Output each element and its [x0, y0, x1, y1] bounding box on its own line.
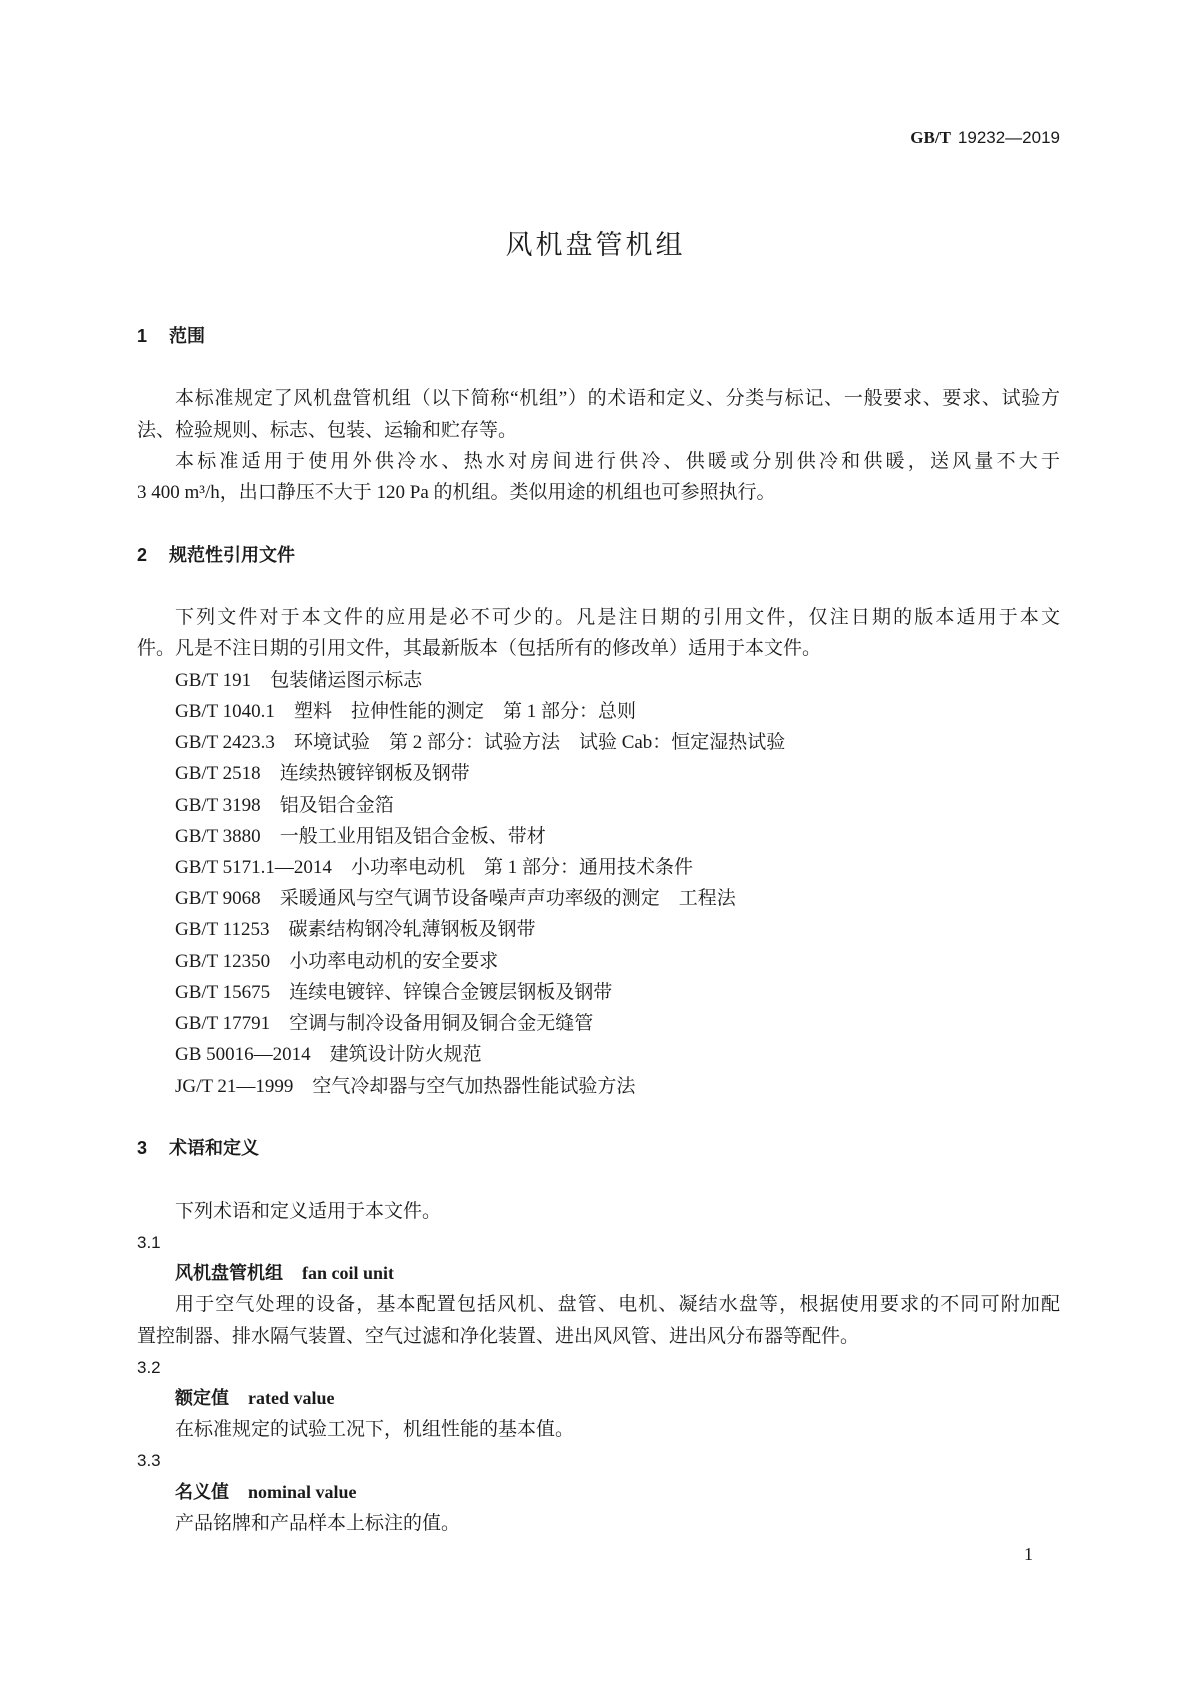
- standard-number: 19232—2019: [957, 128, 1060, 147]
- reference-item: [137, 1071, 1060, 1102]
- reference-code: GB/T 1040.1: [175, 700, 275, 722]
- term-number: 3.3: [137, 1451, 161, 1471]
- section-heading-terms-definitions: [137, 1133, 1060, 1164]
- reference-item: [137, 914, 1060, 945]
- definition-line: 置控制器、排水隔气装置、空气过滤和净化装置、进出风风管、进出风分布器等配件。: [137, 1325, 860, 1347]
- standard-code-header: [910, 125, 1060, 151]
- reference-title: 铝及铝合金箔: [279, 794, 394, 816]
- reference-item: [137, 852, 1060, 883]
- term-entry: [137, 1477, 1060, 1508]
- paragraph-line: 法、检验规则、标志、包装、运输和贮存等。: [137, 419, 518, 441]
- reference-code: GB/T 3880: [175, 825, 261, 847]
- section-title: 范围: [169, 326, 205, 346]
- section-heading-normative-references: [137, 540, 1060, 571]
- section-title: 规范性引用文件: [169, 544, 295, 565]
- paragraph-line: 下列文件对于本文件的应用是必不可少的。凡是注日期的引用文件，仅注日期的版本适用于本文: [175, 607, 1060, 629]
- paragraph-line: 件。凡是不注日期的引用文件，其最新版本（包括所有的修改单）适用于本文件。: [137, 638, 822, 660]
- reference-title: 小功率电动机的安全要求: [289, 950, 499, 972]
- term-english: rated value: [248, 1387, 335, 1408]
- page-number: 1: [1024, 1544, 1033, 1564]
- definition-line: 产品铭牌和产品样本上标注的值。: [175, 1512, 461, 1534]
- term-english: fan coil unit: [302, 1263, 395, 1284]
- section-number: 3: [137, 1138, 148, 1159]
- paragraph-line: 3 400 m³/h，出口静压不大于 120 Pa 的机组。类似用途的机组也可参照执行。: [137, 482, 776, 504]
- document-title: 风机盘管机组: [505, 230, 686, 261]
- reference-code: GB/T 12350: [175, 950, 271, 972]
- reference-item: [137, 883, 1060, 914]
- reference-title: 塑料 拉伸性能的测定 第 1 部分：总则: [293, 700, 636, 722]
- reference-code: GB/T 5171.1—2014: [175, 856, 332, 878]
- section-title: 术语和定义: [169, 1138, 259, 1159]
- reference-code: GB/T 2518: [175, 763, 261, 785]
- term-number: 3.2: [137, 1357, 161, 1377]
- term-number: 3.1: [137, 1232, 161, 1252]
- paragraph-line: 下列术语和定义适用于本文件。: [175, 1200, 442, 1222]
- definition-line: 在标准规定的试验工况下，机组性能的基本值。: [175, 1419, 575, 1441]
- reference-code: GB/T 15675: [175, 981, 271, 1003]
- standard-prefix: GB/T: [910, 128, 951, 147]
- reference-title: 碳素结构钢冷轧薄钢板及钢带: [288, 919, 536, 941]
- reference-title: 环境试验 第 2 部分：试验方法 试验 Cab：恒定湿热试验: [293, 732, 786, 754]
- reference-item: [137, 1039, 1060, 1070]
- reference-title: 小功率电动机 第 1 部分：通用技术条件: [350, 856, 693, 878]
- reference-title: 采暖通风与空气调节设备噪声声功率级的测定 工程法: [279, 888, 736, 910]
- reference-code: GB/T 11253: [175, 919, 270, 941]
- reference-title: 空调与制冷设备用铜及铜合金无缝管: [289, 1013, 594, 1035]
- term-english: nominal value: [248, 1481, 357, 1502]
- reference-title: 建筑设计防火规范: [329, 1044, 482, 1066]
- term-entry: [137, 1258, 1060, 1289]
- term-chinese: 额定值: [175, 1387, 229, 1408]
- reference-code: JG/T 21—1999: [175, 1075, 294, 1097]
- paragraph-line: 本标准适用于使用外供冷水、热水对房间进行供冷、供暖或分别供冷和供暖，送风量不大于: [175, 450, 1060, 472]
- reference-item: [137, 1008, 1060, 1039]
- reference-code: GB/T 9068: [175, 888, 261, 910]
- reference-title: 包装储运图示标志: [270, 669, 423, 691]
- document-body: [137, 321, 1060, 1539]
- reference-code: GB/T 2423.3: [175, 732, 275, 754]
- section-number: 1: [137, 326, 148, 346]
- reference-title: 连续电镀锌、锌镍合金镀层钢板及钢带: [289, 981, 613, 1003]
- term-chinese: 名义值: [175, 1481, 229, 1502]
- reference-title: 空气冷却器与空气加热器性能试验方法: [312, 1075, 636, 1097]
- reference-item: [137, 696, 1060, 727]
- reference-code: GB/T 17791: [175, 1013, 271, 1035]
- reference-title: 一般工业用铝及铝合金板、带材: [279, 825, 546, 847]
- reference-code: GB/T 191: [175, 669, 252, 691]
- term-entry: [137, 1383, 1060, 1414]
- paragraph-line: 本标准规定了风机盘管机组（以下简称“机组”）的术语和定义、分类与标记、一般要求、要求、试验方: [175, 388, 1060, 410]
- reference-code: GB 50016—2014: [175, 1044, 311, 1066]
- reference-item: [137, 758, 1060, 789]
- reference-item: [137, 946, 1060, 977]
- definition-line: 用于空气处理的设备，基本配置包括风机、盘管、电机、凝结水盘等，根据使用要求的不同可附加配: [175, 1294, 1060, 1316]
- reference-item: [137, 665, 1060, 696]
- term-chinese: 风机盘管机组: [175, 1263, 283, 1284]
- reference-item: [137, 977, 1060, 1008]
- reference-item: [137, 821, 1060, 852]
- reference-code: GB/T 3198: [175, 794, 261, 816]
- section-number: 2: [137, 544, 148, 565]
- reference-item: [137, 790, 1060, 821]
- reference-item: [137, 727, 1060, 758]
- reference-title: 连续热镀锌钢板及钢带: [279, 763, 470, 785]
- section-heading-scope: [137, 321, 1060, 352]
